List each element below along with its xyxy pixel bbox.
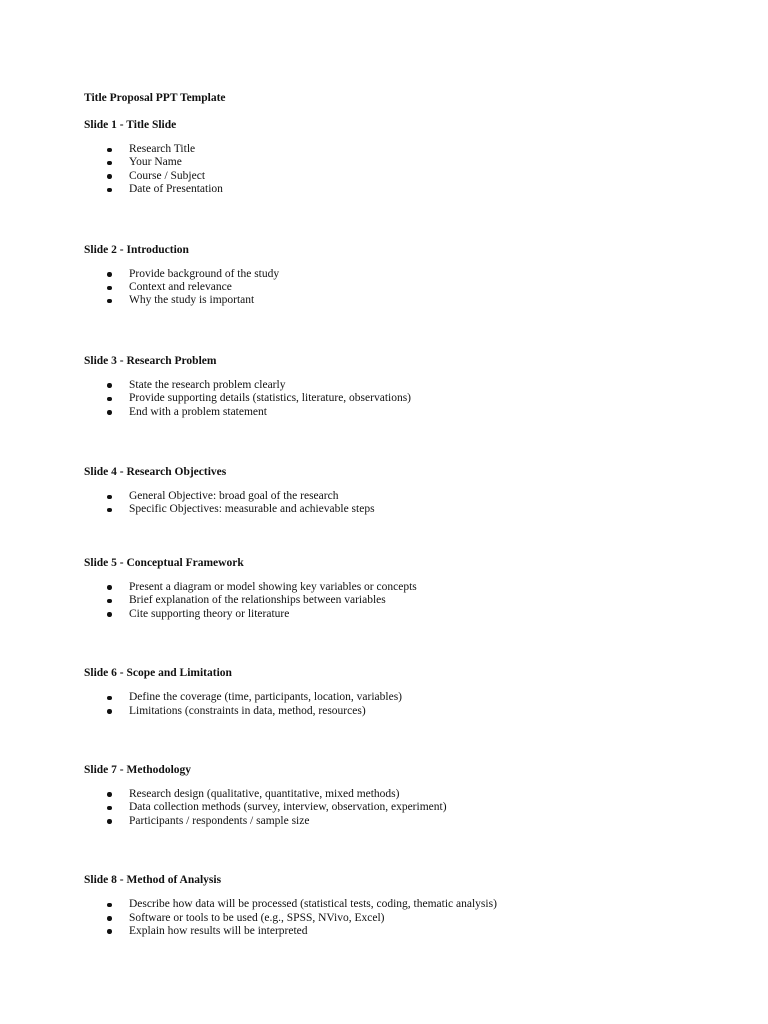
bullet-dot-icon bbox=[107, 495, 112, 500]
bullet-list bbox=[84, 581, 724, 621]
bullet-text: End with a problem statement bbox=[129, 405, 267, 418]
bullet-item bbox=[84, 268, 724, 281]
bullet-list bbox=[84, 490, 724, 517]
bullet-list bbox=[84, 379, 724, 419]
document-page bbox=[84, 91, 724, 938]
bullet-list bbox=[84, 898, 724, 938]
bullet-text: Provide supporting details (statistics, literature, observations) bbox=[129, 392, 412, 405]
bullet-item bbox=[84, 691, 724, 704]
section-slide-4 bbox=[84, 465, 724, 517]
sections-container bbox=[84, 118, 724, 938]
bullet-list bbox=[84, 788, 724, 828]
bullet-dot-icon bbox=[107, 272, 112, 277]
bullet-text: Present a diagram or model showing key variables or concepts bbox=[129, 580, 417, 593]
section-heading: Slide 5 - Conceptual Framework bbox=[84, 556, 244, 569]
bullet-item bbox=[84, 594, 724, 607]
bullet-text: Date of Presentation bbox=[129, 183, 223, 196]
bullet-text: Course / Subject bbox=[129, 169, 206, 182]
bullet-item bbox=[84, 379, 724, 392]
bullet-text: Research Title bbox=[129, 143, 196, 155]
bullet-dot-icon bbox=[107, 792, 112, 797]
bullet-dot-icon bbox=[107, 929, 112, 934]
bullet-item bbox=[84, 392, 724, 405]
bullet-text: Research design (qualitative, quantitative, mixed methods) bbox=[129, 787, 400, 800]
bullet-text: General Objective: broad goal of the research bbox=[129, 490, 339, 503]
bullet-dot-icon bbox=[107, 508, 112, 513]
bullet-list bbox=[84, 691, 724, 718]
bullet-dot-icon bbox=[107, 916, 112, 921]
bullet-text: Describe how data will be processed (statistical tests, coding, thematic analysis) bbox=[129, 898, 497, 911]
section-slide-1 bbox=[84, 118, 724, 197]
bullet-item bbox=[84, 898, 724, 911]
bullet-text: Explain how results will be interpreted bbox=[129, 924, 308, 937]
bullet-text: Cite supporting theory or literature bbox=[129, 607, 290, 620]
section-heading: Slide 3 - Research Problem bbox=[84, 354, 217, 367]
bullet-item bbox=[84, 294, 724, 307]
bullet-text: State the research problem clearly bbox=[129, 378, 286, 391]
bullet-item bbox=[84, 815, 724, 828]
bullet-item bbox=[84, 406, 724, 419]
bullet-dot-icon bbox=[107, 585, 112, 590]
bullet-item bbox=[84, 503, 724, 516]
bullet-dot-icon bbox=[107, 397, 112, 402]
section-heading: Slide 4 - Research Objectives bbox=[84, 466, 227, 479]
bullet-text: Limitations (constraints in data, method, resources) bbox=[129, 704, 366, 717]
bullet-dot-icon bbox=[107, 286, 112, 291]
bullet-dot-icon bbox=[107, 709, 112, 714]
bullet-dot-icon bbox=[107, 696, 112, 701]
document-title: Title Proposal PPT Template bbox=[84, 92, 226, 104]
bullet-item bbox=[84, 143, 724, 156]
bullet-item bbox=[84, 170, 724, 183]
bullet-item bbox=[84, 281, 724, 294]
bullet-text: Specific Objectives: measurable and achievable steps bbox=[129, 503, 375, 516]
section-heading: Slide 2 - Introduction bbox=[84, 243, 189, 256]
bullet-item bbox=[84, 801, 724, 814]
bullet-text: Software or tools to be used (e.g., SPSS, NVivo, Excel) bbox=[129, 911, 385, 924]
section-slide-5 bbox=[84, 556, 724, 621]
bullet-item bbox=[84, 925, 724, 938]
bullet-text: Data collection methods (survey, interview, observation, experiment) bbox=[129, 801, 447, 814]
bullet-text: Provide background of the study bbox=[129, 267, 280, 280]
bullet-item bbox=[84, 608, 724, 621]
bullet-dot-icon bbox=[107, 299, 112, 304]
bullet-dot-icon bbox=[107, 612, 112, 617]
bullet-item bbox=[84, 912, 724, 925]
bullet-item bbox=[84, 490, 724, 503]
section-heading: Slide 7 - Methodology bbox=[84, 763, 192, 776]
bullet-dot-icon bbox=[107, 383, 112, 388]
section-slide-8 bbox=[84, 873, 724, 938]
bullet-dot-icon bbox=[107, 806, 112, 811]
bullet-list bbox=[84, 268, 724, 308]
bullet-dot-icon bbox=[107, 819, 112, 824]
bullet-item bbox=[84, 183, 724, 196]
bullet-item bbox=[84, 156, 724, 169]
bullet-dot-icon bbox=[107, 599, 112, 604]
bullet-dot-icon bbox=[107, 161, 112, 166]
section-heading: Slide 1 - Title Slide bbox=[84, 119, 177, 131]
bullet-list bbox=[84, 143, 724, 197]
section-heading: Slide 8 - Method of Analysis bbox=[84, 874, 222, 887]
bullet-dot-icon bbox=[107, 174, 112, 179]
bullet-text: Brief explanation of the relationships between variables bbox=[129, 594, 386, 607]
bullet-item bbox=[84, 705, 724, 718]
section-slide-3 bbox=[84, 354, 724, 419]
section-slide-7 bbox=[84, 763, 724, 828]
section-slide-2 bbox=[84, 243, 724, 308]
bullet-dot-icon bbox=[107, 188, 112, 193]
bullet-text: Participants / respondents / sample size bbox=[129, 814, 310, 827]
section-heading: Slide 6 - Scope and Limitation bbox=[84, 667, 232, 680]
bullet-dot-icon bbox=[107, 148, 112, 153]
bullet-text: Why the study is important bbox=[129, 294, 255, 307]
bullet-text: Context and relevance bbox=[129, 281, 232, 294]
bullet-item bbox=[84, 788, 724, 801]
bullet-text: Define the coverage (time, participants, location, variables) bbox=[129, 691, 403, 704]
section-slide-6 bbox=[84, 666, 724, 718]
bullet-text: Your Name bbox=[129, 156, 182, 169]
bullet-dot-icon bbox=[107, 903, 112, 908]
bullet-item bbox=[84, 581, 724, 594]
bullet-dot-icon bbox=[107, 410, 112, 415]
